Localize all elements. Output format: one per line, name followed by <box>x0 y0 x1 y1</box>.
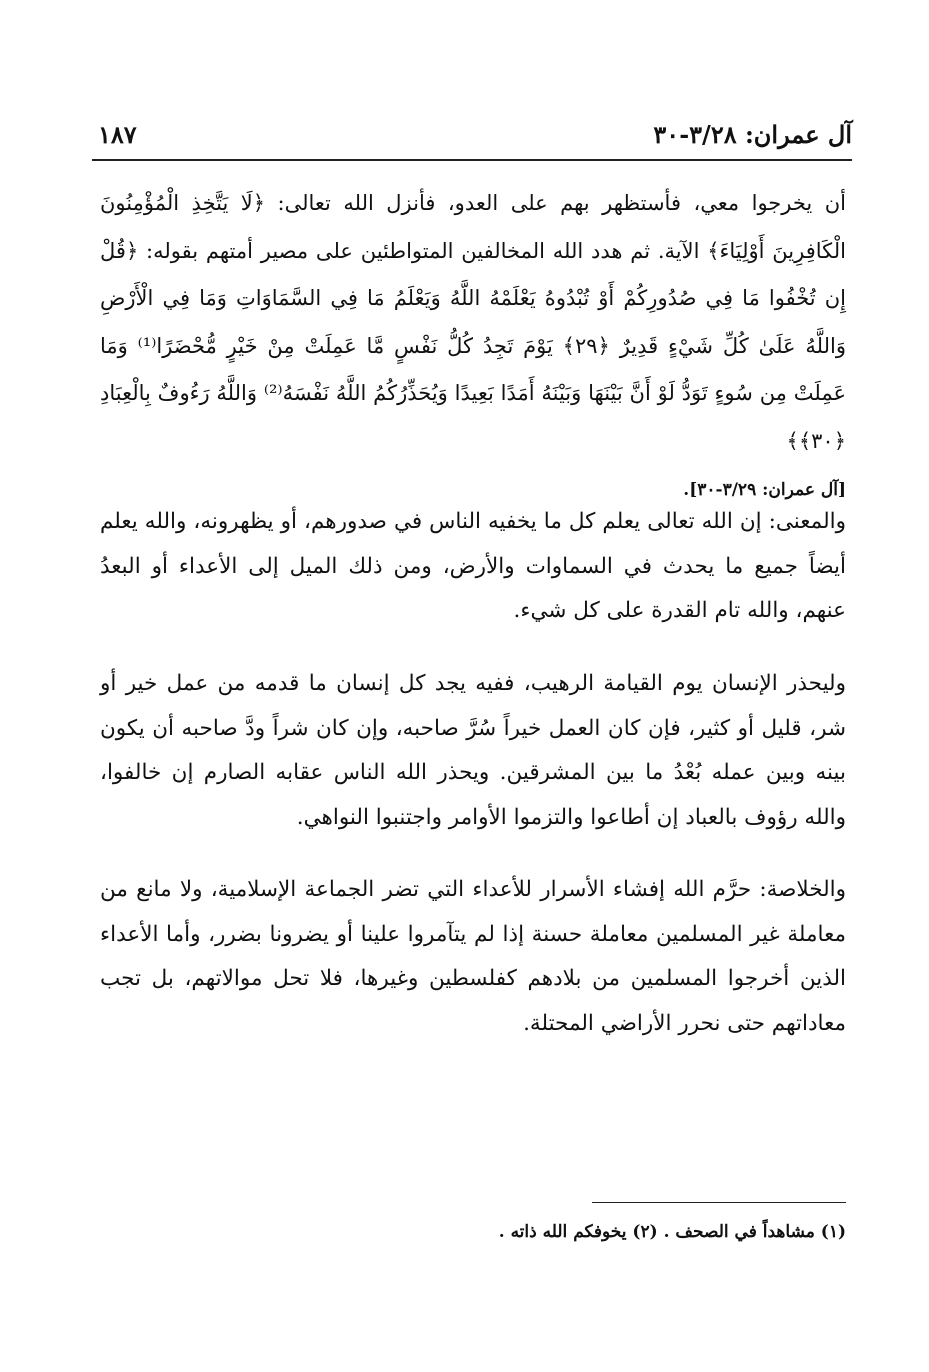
page-header <box>92 118 852 158</box>
header-rule <box>92 159 852 161</box>
quran-passage <box>100 180 846 515</box>
page-number: ١٨٧ <box>98 120 137 149</box>
footnotes: (١) مشاهداً في الصحف . (٢) يخوفكم الله ذاته . <box>498 1222 846 1242</box>
footnote-rule <box>592 1202 846 1203</box>
paragraph-meaning: والمعنى: إن الله تعالى يعلم كل ما يخفيه الناس في صدورهم، أو يظهرونه، والله يعلم أيضاً جميع ما يحدث في السماوات والأرض، ومن ذلك الميل إلى الأعداء أو البعدُ عنهم، والله تام القدرة على كل شيء. <box>100 509 846 623</box>
verse-reference: [آل عمران: ٣/٢٩-٣٠]. <box>683 480 846 500</box>
quran-passage-text: أن يخرجوا معي، فأستظهر بهم على العدو، فأنزل الله تعالى: ﴿لَا يَتَّخِذِ الْمُؤْمِنُونَ الْكَافِرِينَ أَوْلِيَاءَ﴾ الآية. ثم هدد الله المخالفين المتواطئين على مصير أمتهم بقوله: ﴿قُلْ إِن تُخْفُوا مَا فِي صُدُورِكُمْ أَوْ تُبْدُوهُ يَعْلَمْهُ اللَّهُ وَيَعْلَمُ مَا فِي السَّمَاوَاتِ وَمَا فِي الْأَرْضِ وَاللَّهُ عَلَىٰ كُلِّ شَيْءٍ قَدِيرٌ ﴿٢٩﴾ يَوْمَ تَجِدُ كُلُّ نَفْسٍ مَّا عَمِلَتْ مِنْ خَيْرٍ مُّحْضَرًا⁽¹⁾ وَمَا عَمِلَتْ مِن سُوءٍ تَوَدُّ لَوْ أَنَّ بَيْنَهَا وَبَيْنَهُ أَمَدًا بَعِيدًا وَيُحَذِّرُكُمُ اللَّهُ نَفْسَهُ⁽²⁾ وَاللَّهُ رَءُوفٌ بِالْعِبَادِ ﴿٣٠﴾﴾ <box>100 191 846 453</box>
paragraph-day-of-judgment: وليحذر الإنسان يوم القيامة الرهيب، ففيه يجد كل إنسان ما قدمه من عمل خير أو شر، قليل أو كثير، فإن كان العمل خيراً سُرَّ صاحبه، وإن كان شراً ودَّ صاحبه أن يكون بينه وبين عمله بُعْدُ ما بين المشرقين. ويحذر الله الناس عقابه الصارم إن خالفوا، والله رؤوف بالعباد إن أطاعوا والتزموا الأوامر واجتنبوا النواهي. <box>100 671 846 830</box>
paragraph-summary: والخلاصة: حرَّم الله إفشاء الأسرار للأعداء التي تضر الجماعة الإسلامية، ولا مانع من معاملة غير المسلمين معاملة حسنة إذا لم يتآمروا علينا أو يضرونا بضرر، وأما الأعداء الذين أخرجوا المسلمين من بلادهم كفلسطين وغيرها، فلا تحل موالاتهم، بل تجب معاداتهم حتى نحرر الأراضي المحتلة. <box>100 877 846 1036</box>
running-title: آل عمران: ٣/٢٨-٣٠ <box>653 120 852 149</box>
